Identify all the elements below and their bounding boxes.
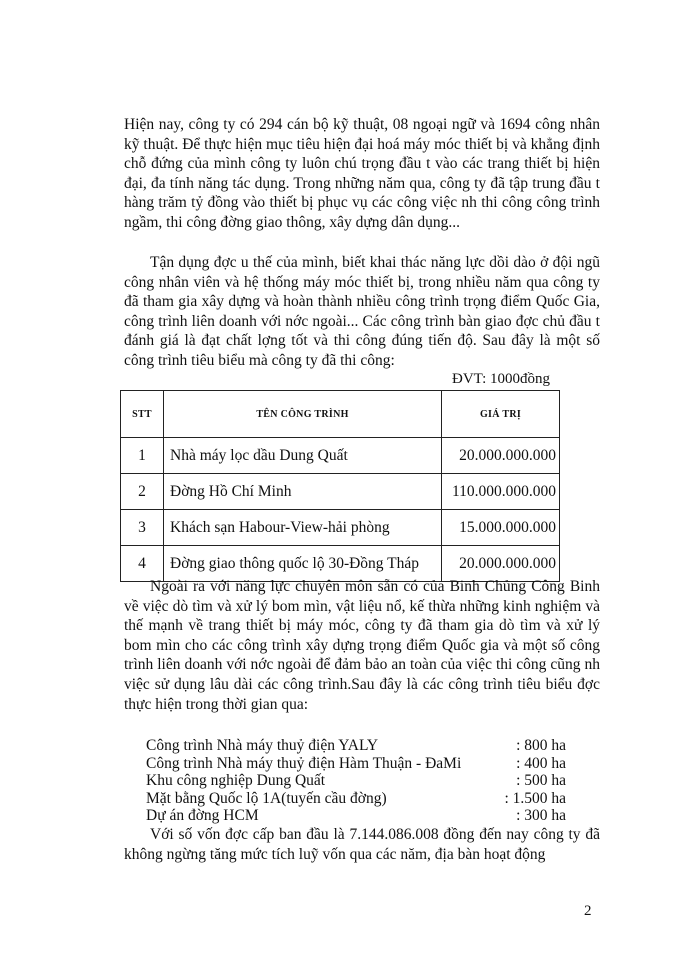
row-stt: 4 xyxy=(121,546,164,582)
list-item xyxy=(146,790,566,808)
row-stt: 1 xyxy=(121,438,164,474)
site-name: Khu công nghiệp Dung Quất xyxy=(146,772,326,789)
header-project-name: TÊN CÔNG TRÌNH xyxy=(164,391,442,438)
site-area: : 500 ha xyxy=(516,772,566,789)
site-area: : 400 ha xyxy=(516,754,566,772)
list-item xyxy=(146,772,566,790)
list-item xyxy=(146,807,566,825)
projects-table xyxy=(120,390,560,582)
table-row xyxy=(121,474,560,510)
header-value: GIÁ TRỊ xyxy=(442,391,560,438)
site-name: Dự án đờng HCM xyxy=(146,807,259,824)
paragraph-personnel: Hiện nay, công ty có 294 cán bộ kỹ thuật, 08 ngoại ngữ và 1694 công nhân kỹ thuật. Để thực hiện mục tiêu hiện đại hoá máy móc thiết bị và khẳng định chỗ đứng của mình công ty luôn chú trọng đầu t vào các trang thiết bị hiện đại, đa tính năng tác dụng. Trong những năm qua, công ty đã tập trung đầu t hàng trăm tỷ đồng vào thiết bị phục vụ các công việc nh thi công công trình ngầm, thi công đờng giao thông, xây dựng dân dụng... xyxy=(124,116,600,231)
site-name: Công trình Nhà máy thuỷ điện Hàm Thuận - ĐaMi xyxy=(146,754,462,772)
table-unit-label: ĐVT: 1000đồng xyxy=(452,371,550,387)
row-project-name: Nhà máy lọc dầu Dung Quất xyxy=(164,438,442,474)
row-value: 110.000.000.000 xyxy=(442,474,560,510)
paragraph-projects-intro: Tận dụng đợc u thế của mình, biết khai thác năng lực dồi dào ở đội ngũ công nhân viên và hệ thống máy móc thiết bị, trong nhiều năm qua công ty đã tham gia xây dựng và hoàn thành nhiều công trình trọng điểm Quốc Gia, công trình liên doanh với nớc ngoài... Các công trình bàn giao đợc chủ đầu t đánh giá là đạt chất lợng tốt và thi công đúng tiến độ. Sau đây là một số công trình tiêu biểu mà công ty đã thi công: xyxy=(124,254,600,369)
paragraph-demining: Ngoài ra với năng lực chuyên môn sẵn có của Binh Chủng Công Binh về việc dò tìm và xử lý bom mìn, vật liệu nổ, kế thừa những kinh nghiệm và thế mạnh về trang thiết bị máy móc, công ty đã tham gia dò tìm và xử lý bom mìn cho các công trình xây dựng trọng điểm Quốc gia và một số công trình liên doanh với nớc ngoài để đảm bảo an toàn của việc thi công cũng nh việc sử dụng lâu dài các công trình.Sau đây là các công trình tiêu biểu đợc thực hiện trong thời gian qua: xyxy=(124,578,600,713)
site-area: : 300 ha xyxy=(516,807,566,824)
site-area: : 800 ha xyxy=(516,737,566,754)
row-stt: 3 xyxy=(121,510,164,546)
table-header-row xyxy=(121,391,560,438)
paragraph-capital: Với số vốn đợc cấp ban đầu là 7.144.086.008 đồng đến nay công ty đã không ngừng tăng mức tích luỹ vốn qua các năm, địa bàn hoạt động xyxy=(124,826,600,863)
row-value: 20.000.000.000 xyxy=(442,438,560,474)
table-row xyxy=(121,510,560,546)
table-row xyxy=(121,438,560,474)
site-name: Mặt bằng Quốc lộ 1A(tuyến cầu đờng) xyxy=(146,789,387,807)
site-area: : 1.500 ha xyxy=(504,789,566,807)
row-value: 15.000.000.000 xyxy=(442,510,560,546)
row-project-name: Đờng giao thông quốc lộ 30-Đồng Tháp xyxy=(164,546,442,582)
row-project-name: Đờng Hồ Chí Minh xyxy=(164,474,442,510)
row-value: 20.000.000.000 xyxy=(442,546,560,582)
page-number: 2 xyxy=(584,903,592,919)
list-item xyxy=(146,755,566,773)
row-project-name: Khách sạn Habour-View-hải phòng xyxy=(164,510,442,546)
row-stt: 2 xyxy=(121,474,164,510)
site-name: Công trình Nhà máy thuỷ điện YALY xyxy=(146,737,379,754)
header-stt: STT xyxy=(121,391,164,438)
list-item xyxy=(146,737,566,755)
demining-sites-list xyxy=(146,737,566,825)
